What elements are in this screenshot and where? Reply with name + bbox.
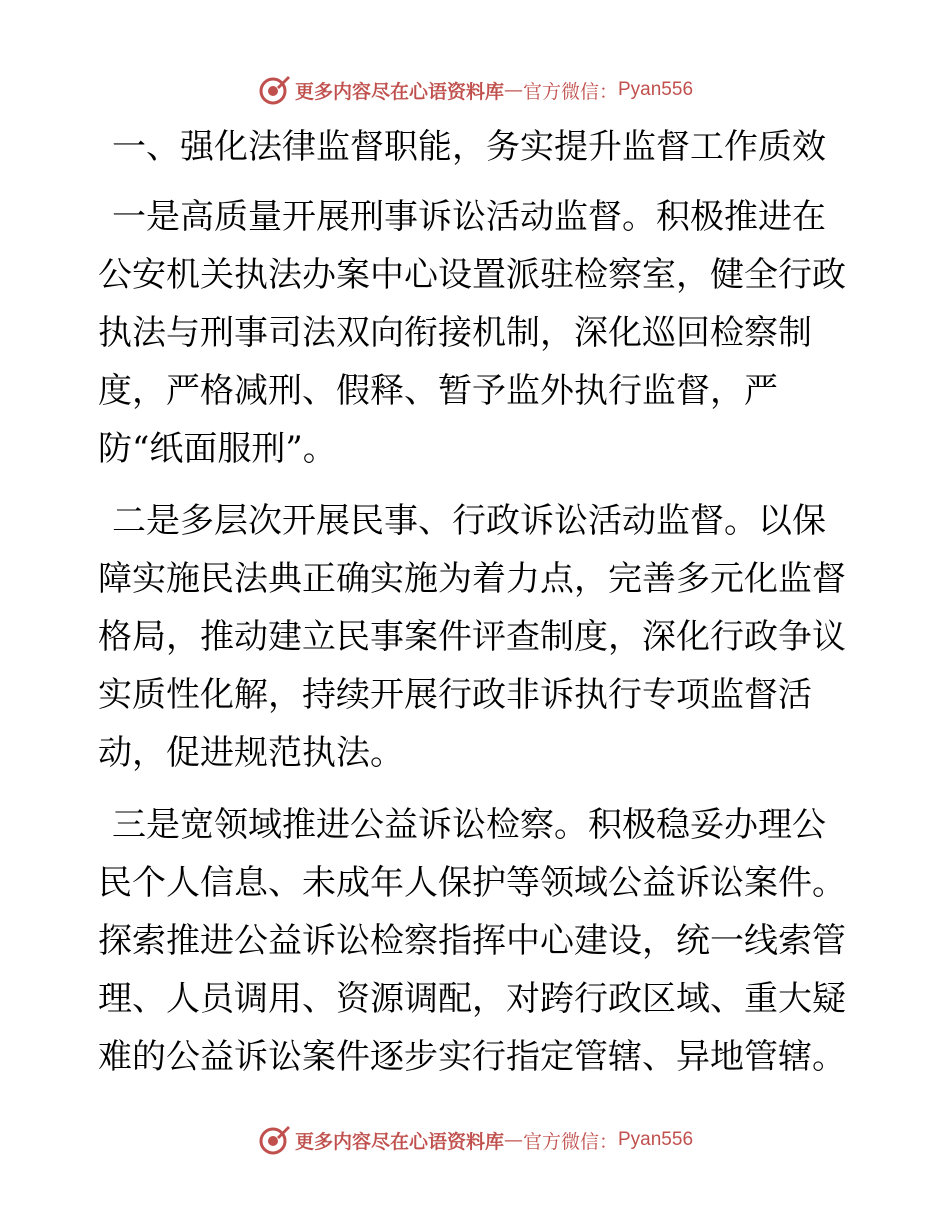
watermark-wechat-label: 官方微信： bbox=[522, 1130, 618, 1153]
paragraph-line: 防“纸面服刑”。 bbox=[98, 429, 337, 469]
watermark-separator: — bbox=[503, 79, 523, 101]
document-body bbox=[98, 118, 858, 1100]
paragraph-line: 二是多层次开展民事、行政诉讼活动监督。以保 bbox=[112, 501, 826, 541]
watermark-main-text: 更多内容尽在心语资料库 bbox=[294, 1130, 504, 1153]
paragraph-line: 理、人员调用、资源调配，对跨行政区域、重大疑 bbox=[98, 979, 846, 1019]
paragraph-line: 格局，推动建立民事案件评查制度，深化行政争议 bbox=[98, 617, 846, 657]
watermark-separator: — bbox=[503, 1129, 523, 1151]
paragraph-line: 难的公益诉讼案件逐步实行指定管辖、异地管辖。 bbox=[98, 1037, 846, 1077]
paragraph-line: 执法与刑事司法双向衔接机制，深化巡回检察制 bbox=[98, 313, 812, 353]
watermark-wechat-id: Pyan556 bbox=[618, 79, 694, 100]
paragraph-line: 动，促进规范执法。 bbox=[98, 733, 404, 773]
paragraph-line: 民个人信息、未成年人保护等领域公益诉讼案件。 bbox=[98, 863, 846, 903]
pen-logo-icon bbox=[257, 73, 291, 107]
paragraph-public-interest bbox=[98, 796, 858, 1086]
watermark-wechat-id: Pyan556 bbox=[618, 1129, 694, 1150]
pen-logo-icon bbox=[257, 1123, 291, 1157]
paragraph-line: 一是高质量开展刑事诉讼活动监督。积极推进在 bbox=[112, 197, 826, 237]
paragraph-line: 度，严格减刑、假释、暂予监外执行监督，严 bbox=[98, 371, 778, 411]
section-heading: 一、强化法律监督职能，务实提升监督工作质效 bbox=[112, 127, 826, 167]
watermark-main-text: 更多内容尽在心语资料库 bbox=[294, 80, 504, 103]
paragraph-line: 探索推进公益诉讼检察指挥中心建设，统一线索管 bbox=[98, 921, 846, 961]
paragraph-civil-administrative bbox=[98, 492, 858, 782]
paragraph-line: 障实施民法典正确实施为着力点，完善多元化监督 bbox=[98, 559, 846, 599]
watermark-wechat-label: 官方微信： bbox=[522, 80, 618, 103]
paragraph-line: 实质性化解，持续开展行政非诉执行专项监督活 bbox=[98, 675, 812, 715]
paragraph-line: 三是宽领域推进公益诉讼检察。积极稳妥办理公 bbox=[112, 805, 826, 845]
paragraph-criminal-litigation bbox=[98, 188, 858, 478]
paragraph-line: 公安机关执法办案中心设置派驻检察室，健全行政 bbox=[98, 255, 846, 295]
watermark-header bbox=[0, 70, 950, 110]
watermark-footer bbox=[0, 1120, 950, 1160]
